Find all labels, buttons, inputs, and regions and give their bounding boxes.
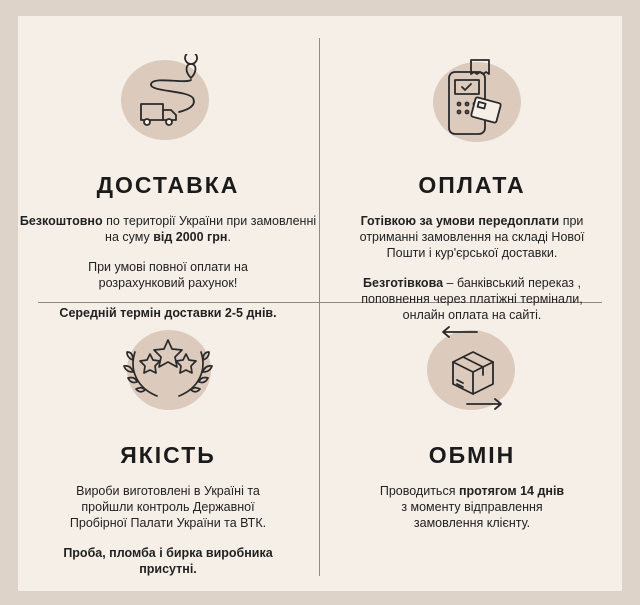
payment-section	[322, 54, 622, 337]
payment-p1-text: при отриманні замовлення на складі Нової Пошти і кур'єрської доставки.	[359, 214, 585, 260]
quality-paragraph-2	[18, 545, 318, 577]
delivery-term: Середній термін доставки 2-5 днів.	[59, 306, 277, 320]
info-card	[18, 16, 622, 591]
delivery-min-sum: від 2000 грн	[153, 230, 228, 244]
delivery-title: ДОСТАВКА	[96, 172, 240, 198]
truck-route-icon	[113, 54, 223, 144]
delivery-text	[18, 213, 318, 321]
payment-text	[322, 213, 622, 323]
exchange-p1-text: Проводиться	[379, 484, 459, 498]
payment-paragraph-1	[322, 213, 622, 261]
quality-title: ЯКІСТЬ	[120, 442, 216, 468]
exchange-p1-end: з моменту відправлення замовлення клієнту.	[401, 500, 543, 530]
payment-cashless-label: Безготівкова	[363, 276, 444, 290]
vertical-divider	[319, 38, 320, 576]
payment-title: ОПЛАТА	[418, 172, 526, 198]
exchange-period: протягом 14 днів	[458, 484, 565, 498]
exchange-section	[322, 324, 622, 545]
delivery-p1-text: по території України при замовленні на суму	[102, 214, 317, 244]
delivery-section	[18, 54, 318, 335]
exchange-text	[322, 483, 622, 531]
payment-terminal-icon	[417, 54, 527, 144]
quality-paragraph-1: Вироби виготовлені в Україні та пройшли контроль Державної Пробірної Палати України та ВТК.	[69, 484, 267, 530]
payment-cash-label: Готівкою за умови передоплати	[360, 214, 560, 228]
delivery-paragraph-1	[18, 213, 318, 245]
quality-seal-note: Проба, пломба і бирка виробника присутні.	[63, 546, 273, 576]
exchange-paragraph-1	[322, 483, 622, 531]
laurel-stars-icon	[113, 324, 223, 414]
delivery-free-label: Безкоштовно	[19, 214, 103, 228]
delivery-paragraph-3	[18, 305, 318, 321]
delivery-paragraph-2: При умові повної оплати на розрахунковий рахунок!	[88, 260, 248, 290]
payment-paragraph-2	[322, 275, 622, 323]
box-exchange-icon	[417, 324, 527, 414]
delivery-p1-end: .	[227, 230, 231, 244]
payment-p2-text: – банківський переказ , поповнення через платіжні термінали, онлайн оплата на сайті.	[361, 276, 583, 322]
exchange-title: ОБМІН	[428, 442, 516, 468]
quality-section	[18, 324, 318, 591]
quality-text	[18, 483, 318, 577]
